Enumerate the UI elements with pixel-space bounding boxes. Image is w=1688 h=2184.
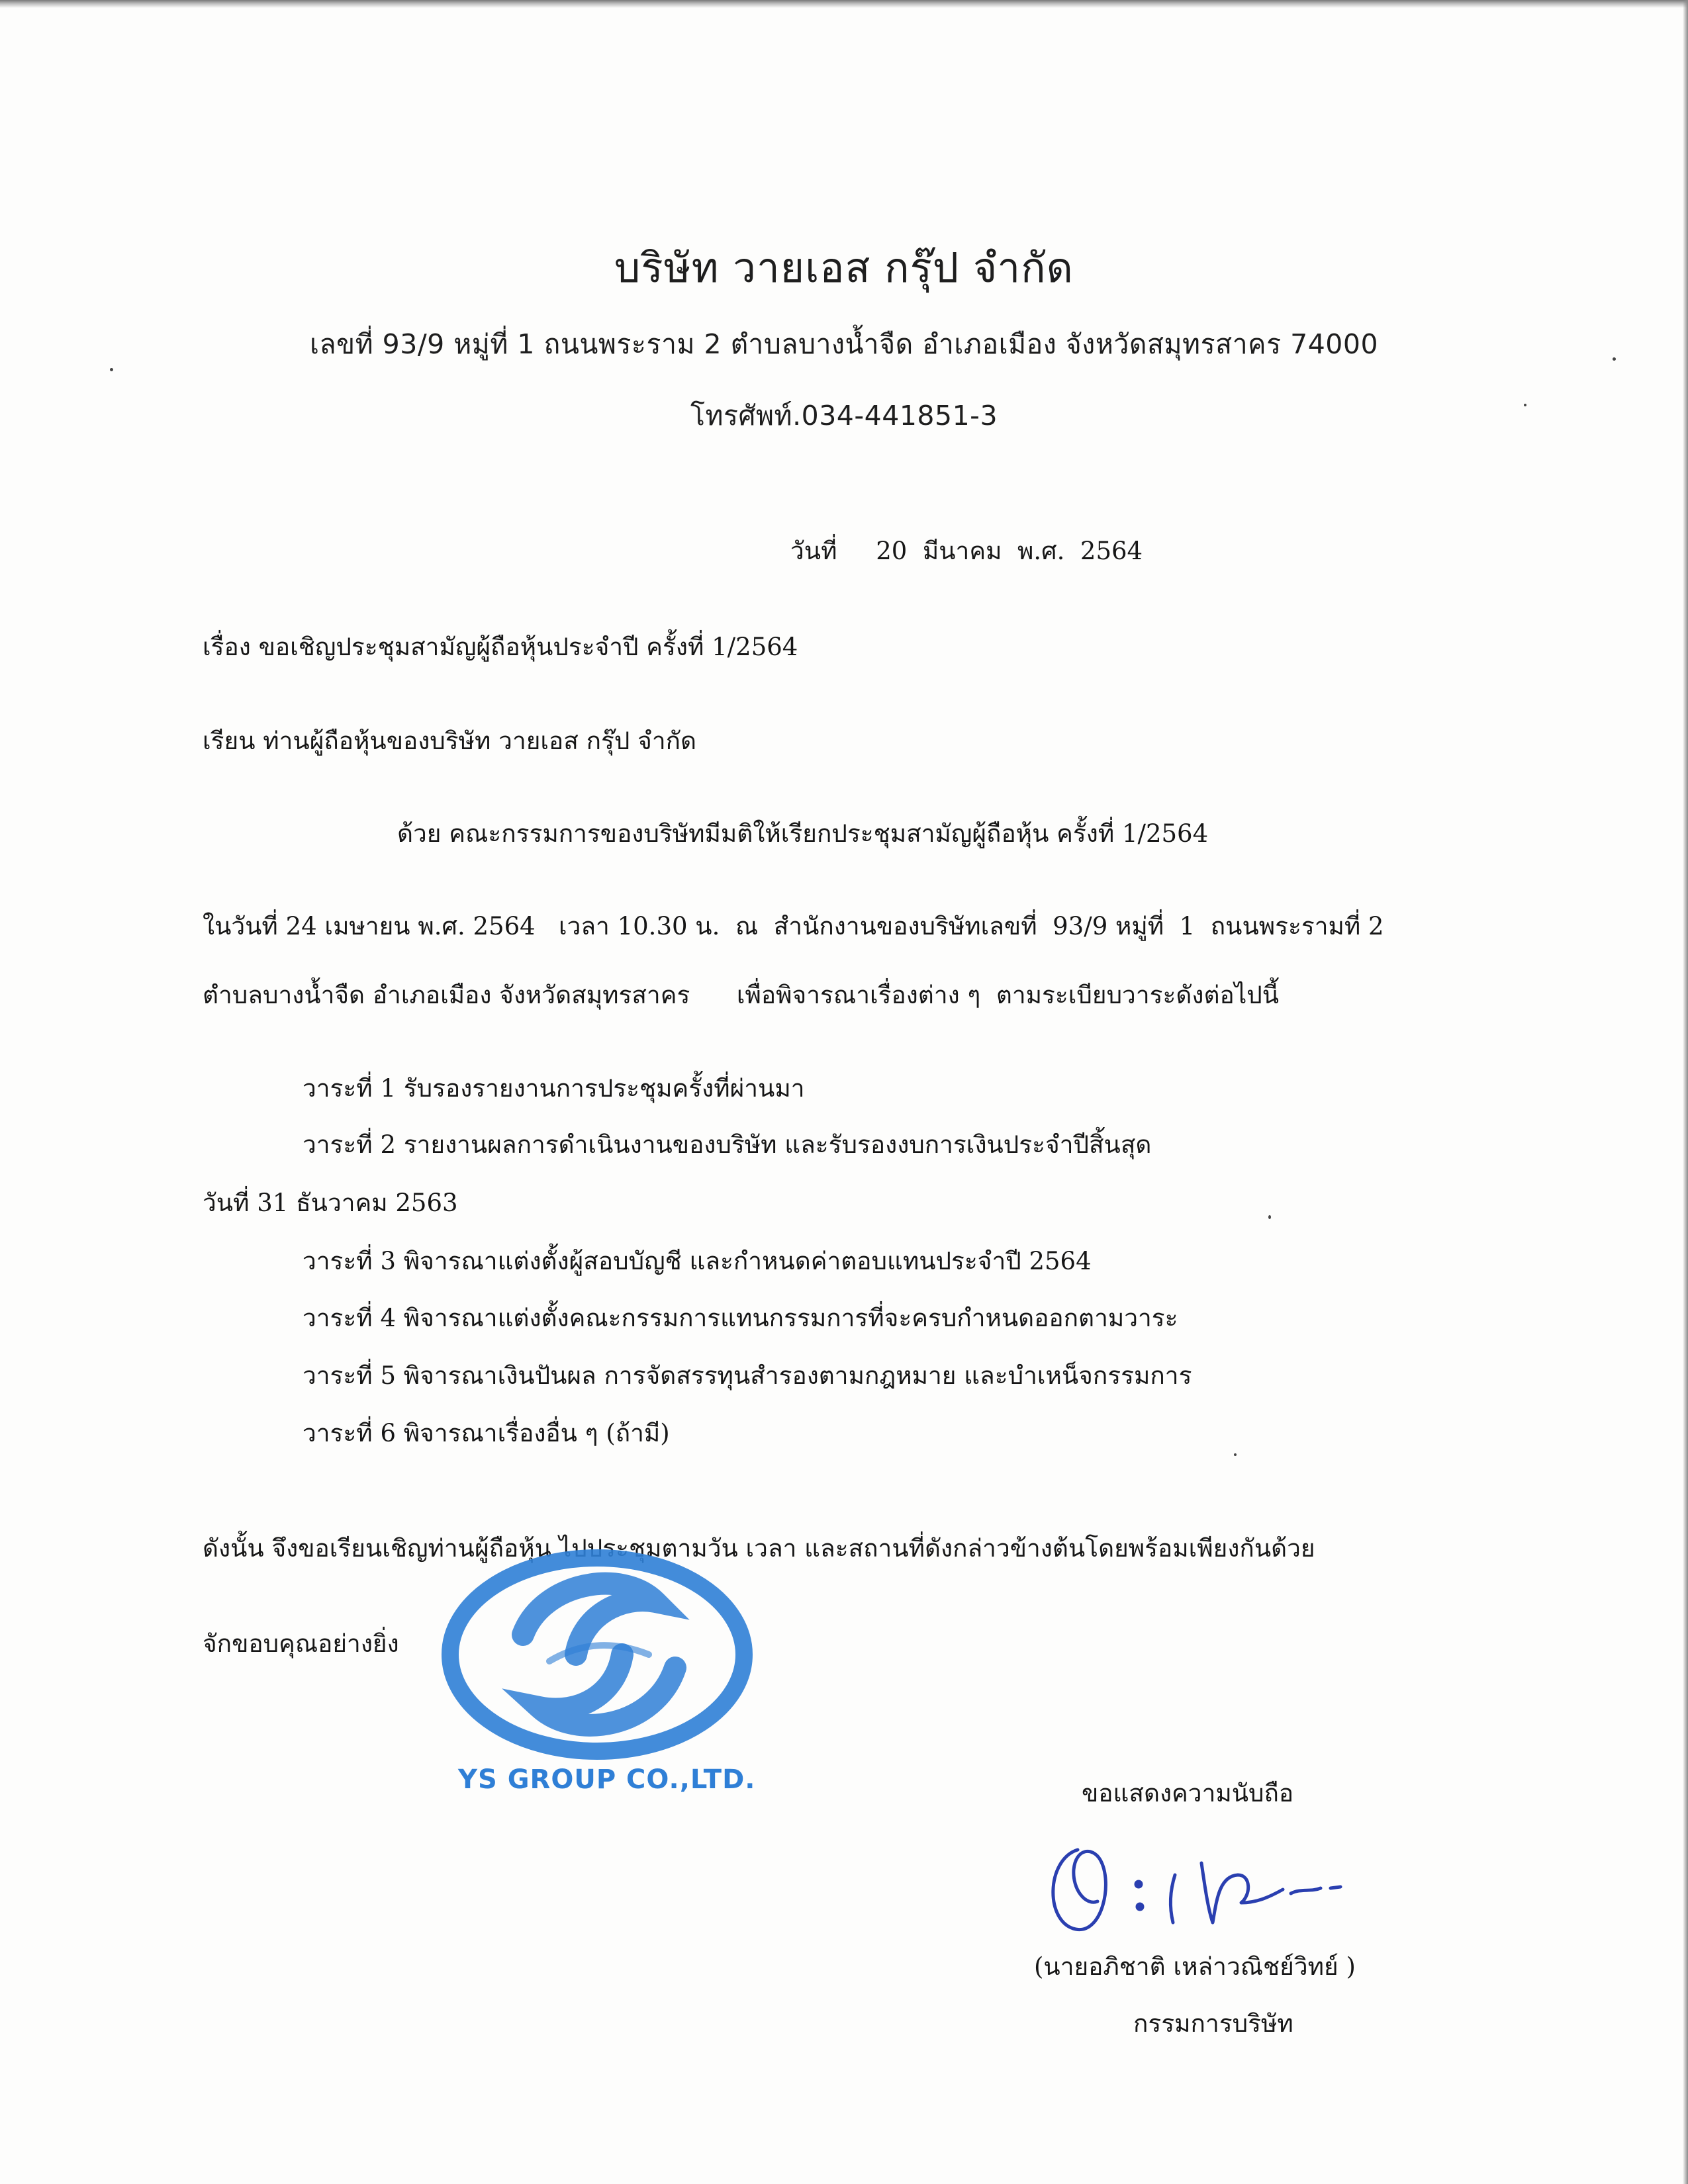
seal-swirl-lower: [539, 1655, 675, 1725]
agenda-item-6: วาระที่ 6 พิจารณาเรื่องอื่น ๆ (ถ้ามี): [303, 1419, 670, 1447]
body-paragraph-line: ด้วย คณะกรรมการของบริษัทมีมติให้เรียกประชุมสามัญผู้ถือหุ้น ครั้งที่ 1/2564: [397, 819, 1209, 848]
company-address: เลขที่ 93/9 หมู่ที่ 1 ถนนพระราม 2 ตำบลบางน้ำจืด อำเภอเมือง จังหวัดสมุทรสาคร 74000: [309, 328, 1379, 360]
agenda-item-5: วาระที่ 5 พิจารณาเงินปันผล การจัดสรรทุนสำรองตามกฎหมาย และบำเหน็จกรรมการ: [303, 1361, 1192, 1390]
closing-paragraph-line: ดังนั้น จึงขอเรียนเชิญท่านผู้ถือหุ้น ไปประชุมตามวัน เวลา และสถานที่ดังกล่าวข้างต้นโดยพร้อมเพียงกันด้วย: [203, 1534, 1315, 1563]
agenda-item-4: วาระที่ 4 พิจารณาแต่งตั้งคณะกรรมการแทนกรรมการที่จะครบกำหนดออกตามวาระ: [303, 1304, 1178, 1332]
signer-title: กรรมการบริษัท: [1133, 2009, 1293, 2038]
seal-text: YS GROUP CO.,LTD.: [458, 1764, 756, 1794]
letter-salutation: เรียน ท่านผู้ถือหุ้นของบริษัท วายเอส กรุ๊ป จำกัด: [203, 727, 697, 755]
agenda-item-2-continuation: วันที่ 31 ธันวาคม 2563: [203, 1189, 458, 1217]
agenda-item-2: วาระที่ 2 รายงานผลการดำเนินงานของบริษัท และรับรองงบการเงินประจำปีสิ้นสุด: [303, 1130, 1152, 1159]
letter-date: วันที่ 20 มีนาคม พ.ศ. 2564: [790, 537, 1143, 565]
body-paragraph-line: ตำบลบางน้ำจืด อำเภอเมือง จังหวัดสมุทรสาคร เพื่อพิจารณาเรื่องต่าง ๆ ตามระเบียบวาระดังต่อไปนี้: [203, 981, 1280, 1009]
scan-speck: [1268, 1215, 1271, 1219]
company-phone: โทรศัพท์.034-441851-3: [690, 400, 998, 432]
closing-regards: ขอแสดงความนับถือ: [1082, 1779, 1294, 1807]
seal-swirl-stroke: [549, 1645, 649, 1661]
scan-speck: [110, 368, 113, 371]
company-seal-stamp: [424, 1542, 794, 1794]
scan-speck: [1234, 1453, 1237, 1456]
body-paragraph-line: ในวันที่ 24 เมษายน พ.ศ. 2564 เวลา 10.30 น. ณ สำนักงานของบริษัทเลขที่ 93/9 หมู่ที่ 1 ถนนพระรามที่ 2: [203, 912, 1384, 940]
letter-subject: เรื่อง ขอเชิญประชุมสามัญผู้ถือหุ้นประจำปี ครั้งที่ 1/2564: [203, 633, 798, 661]
agenda-item-3: วาระที่ 3 พิจารณาแต่งตั้งผู้สอบบัญชี และกำหนดค่าตอบแทนประจำปี 2564: [303, 1247, 1092, 1275]
agenda-item-1: วาระที่ 1 รับรองรายงานการประชุมครั้งที่ผ่านมา: [303, 1074, 805, 1103]
handwritten-signature: [1039, 1823, 1344, 1936]
company-name: บริษัท วายเอส กรุ๊ป จำกัด: [614, 244, 1074, 292]
closing-paragraph-line: จักขอบคุณอย่างยิ่ง: [203, 1629, 399, 1658]
signer-name: (นายอภิชาติ เหล่าวณิชย์วิทย์ ): [1034, 1952, 1356, 1981]
scan-edge-top: [0, 0, 1688, 8]
